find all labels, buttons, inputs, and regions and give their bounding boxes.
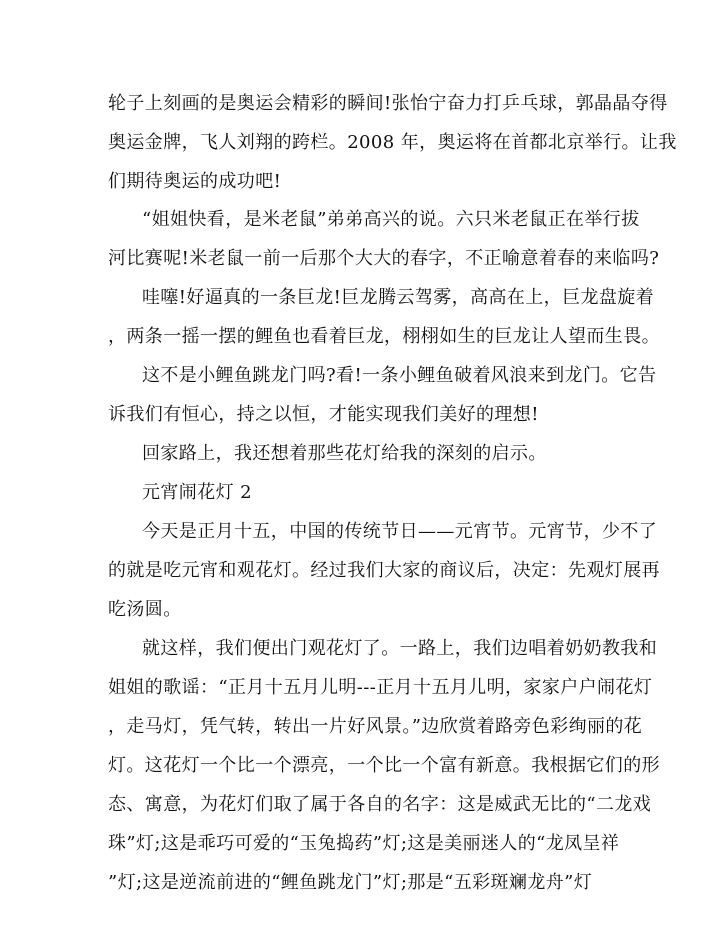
text-line: 珠”灯;这是乖巧可爱的“玉兔捣药”灯;这是美丽迷人的“龙凤呈祥 (108, 833, 620, 854)
paragraph-first-line: 就这样，我们便出门观花灯了。一路上，我们边唱着奶奶教我和 (142, 638, 658, 659)
text-line: 奥运金牌，飞人刘翔的跨栏。2008 年，奥运将在首都北京举行。让我 (108, 132, 677, 153)
text-line: 姐姐的歌谣：“正月十五月儿明---正月十五月儿明，家家户户闹花灯 (108, 677, 653, 698)
paragraph-first-line: 今天是正月十五，中国的传统节日——元宵节。元宵节，少不了 (142, 521, 658, 542)
section-heading: 元宵闹花灯 2 (142, 482, 252, 503)
text-line: 们期待奥运的成功吧! (108, 171, 282, 192)
text-line: 态、寓意，为花灯们取了属于各自的名字：这是威武无比的“二龙戏 (108, 794, 652, 815)
text-line: 轮子上刻画的是奥运会精彩的瞬间!张怡宁奋力打乒乓球，郭晶晶夺得 (108, 93, 668, 114)
text-line: 河比赛呢!米老鼠一前一后那个大大的春字，不正喻意着春的来临吗? (108, 248, 660, 269)
paragraph-first-line: “姐姐快看，是米老鼠”弟弟高兴的说。六只米老鼠正在举行拔 (142, 209, 640, 230)
text-line: 灯。这花灯一个比一个漂亮，一个比一个富有新意。我根据它们的形 (108, 755, 660, 776)
text-line: 诉我们有恒心，持之以恒，才能实现我们美好的理想! (108, 404, 539, 425)
paragraph-first-line: 哇噻!好逼真的一条巨龙!巨龙腾云驾雾，高高在上，巨龙盘旋着 (142, 287, 655, 308)
text-line: ，走马灯，凭气转，转出一片好风景。”边欣赏着路旁色彩绚丽的花 (108, 716, 643, 737)
paragraph-first-line: 这不是小鲤鱼跳龙门吗?看!一条小鲤鱼破着风浪来到龙门。它告 (142, 365, 657, 386)
paragraph-first-line: 回家路上，我还想着那些花灯给我的深刻的启示。 (142, 443, 547, 464)
text-line: 的就是吃元宵和观花灯。经过我们大家的商议后，决定：先观灯展再 (108, 560, 660, 581)
text-line: ，两条一摇一摆的鲤鱼也看着巨龙，栩栩如生的巨龙让人望而生畏。 (108, 326, 660, 347)
text-line: ”灯;这是逆流前进的“鲤鱼跳龙门”灯;那是“五彩斑斓龙舟”灯 (108, 872, 593, 893)
text-line: 吃汤圆。 (108, 599, 182, 620)
